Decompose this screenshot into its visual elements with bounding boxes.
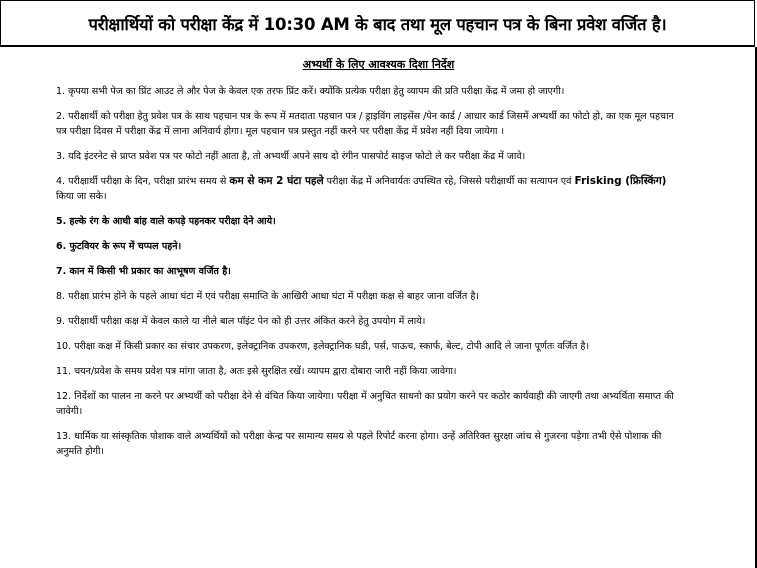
instruction-4-highlight-time: कम से कम 2 घंटा पहले <box>229 175 324 187</box>
instructions-list <box>56 84 674 469</box>
instruction-4-part-e: किया जा सके। <box>56 191 107 202</box>
notice-banner <box>0 0 755 47</box>
instruction-item-6: 6. फुटवियर के रूप में चप्पल पहने। <box>56 241 182 252</box>
instruction-item-10: 10. परीक्षा कक्ष में किसी प्रकार का संचार उपकरण, इलेक्ट्रानिक उपकरण, इलेक्ट्रानिक घडी, पर्स, पाऊच, स्कार्फ, बेल्ट, टोपी आदि ले जाना पूर्णतः वर्जित है। <box>56 341 590 352</box>
instruction-item-2: 2. परीक्षार्थी को परीक्षा हेतु प्रवेश पत्र के साथ पहचान पत्र के रूप में मतदाता पहचान पत्र / ड्राइविंग लाइसेंस /पेन कार्ड / आधार कार्ड जिसमें अभ्यर्थी का फोटो हो, का एक मूल पहचान पत्र परीक्षा दिवस में परीक्षा केंद्र में लाना अनिवार्य होगा। मूल पहचान पत्र प्रस्तुत नहीं करने पर परीक्षा केंद्र में प्रवेश नहीं दिया जायेगा । <box>56 111 674 137</box>
instruction-4-part-a: 4. परीक्षार्थी परीक्षा के दिन, परीक्षा प्रारंभ समय से <box>56 176 230 187</box>
instruction-item-11: 11. चयन/प्रवेश के समय प्रवेश पत्र मांगा जाता है, अतः इसे सुरक्षित रखें। व्यापम द्वारा दोबारा जारी नहीं किया जावेगा। <box>56 366 457 377</box>
instruction-item-7: 7. कान में किसी भी प्रकार का आभूषण वर्जित है। <box>56 266 231 277</box>
notice-banner-text: परीक्षार्थियों को परीक्षा केंद्र में 10:30 AM के बाद तथा मूल पहचान पत्र के बिना प्रवेश वर्जित है। <box>88 14 667 34</box>
instruction-4-highlight-frisking: Frisking (फ्रिस्किंग) <box>574 175 667 187</box>
instruction-item-3: 3. यदि इंटरनेट से प्राप्त प्रवेश पत्र पर फोटो नहीं आता है, तो अभ्यर्थी अपने साथ दो रंगीन पासपोर्ट साइज फोटो ले कर परीक्षा केंद्र में जावे। <box>56 151 526 162</box>
instruction-item-1: 1. कृपया सभी पेज का प्रिंट आउट ले और पेज के केवल एक तरफ प्रिंट करें। क्योंकि प्रत्येक परीक्षा हेतु व्यापम की प्रति परीक्षा केंद्र में जमा हो जाएगी। <box>56 86 565 97</box>
instruction-item-9: 9. परीक्षार्थी परीक्षा कक्ष में केवल काले या नीले बाल पॉइंट पेन को ही उत्तर अंकित करने हेतु उपयोग में लाये। <box>56 316 426 327</box>
instruction-item-8: 8. परीक्षा प्रारंभ होने के पहले आधा घंटा में एवं परीक्षा समाप्ति के आखिरी आधा घंटा में परीक्षा कक्ष से बाहर जाना वर्जित है। <box>56 291 479 302</box>
instruction-4-part-c: परीक्षा केंद्र में अनिवार्यतः उपस्थित रहे, जिससे परीक्षार्थी का सत्यापन एवं <box>323 176 575 187</box>
instructions-heading: अभ्यर्थी के लिए आवश्यक दिशा निर्देश <box>302 58 455 71</box>
instruction-item-12: 12. निर्देशों का पालन ना करने पर अभ्यर्थी को परीक्षा देने से वंचित किया जायेगा। परीक्षा में अनुचित साधनो का प्रयोग करने पर कठोर कार्यवाही की जाएगी तथा अभ्यर्थिता समाप्त की जावेगी। <box>56 391 674 417</box>
instruction-item-13: 13. धार्मिक या सांस्कृतिक पोशाक वाले अभ्यर्थियों को परीक्षा केन्द्र पर सामान्य समय से पहले रिपोर्ट करना होगा। उन्हें अतिरिक्त सुरक्षा जांच से गुजरना पड़ेगा तभी ऐसे पोशाक की अनुमति होगी। <box>56 431 662 457</box>
instruction-item-5: 5. हल्के रंग के आधी बांह वाले कपड़े पहनकर परीक्षा देने आये। <box>56 216 276 227</box>
instruction-item-4 <box>56 174 674 204</box>
